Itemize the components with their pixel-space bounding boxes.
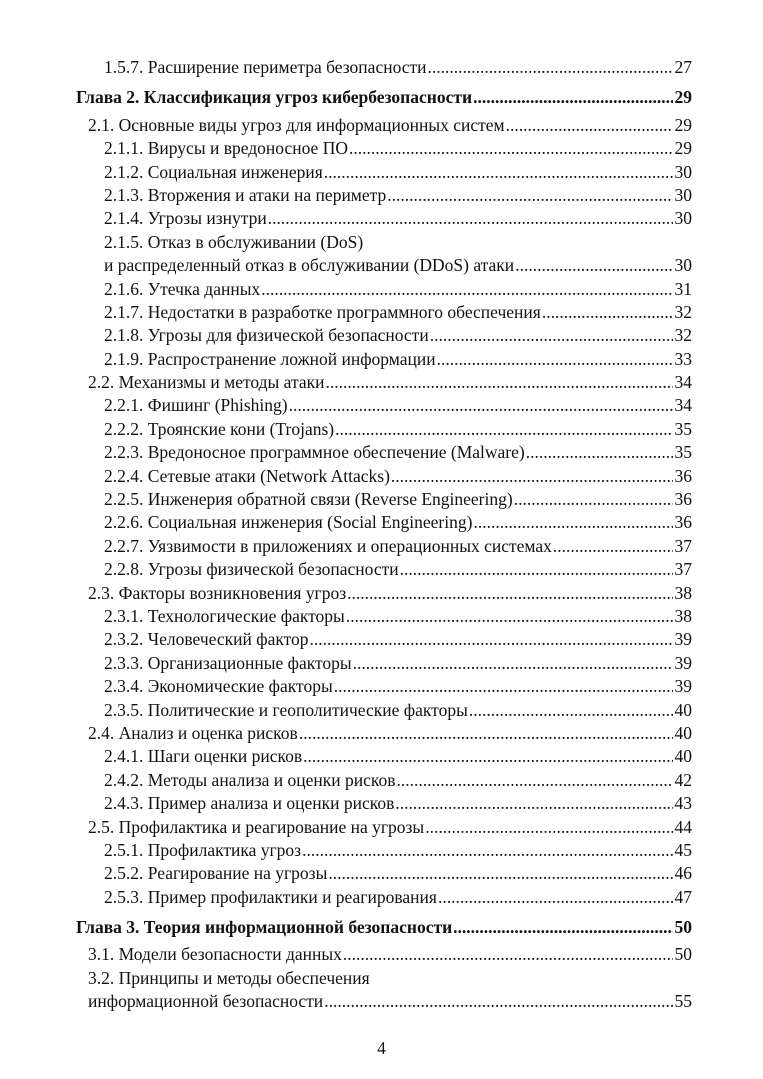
toc-entry[interactable] [76, 161, 692, 184]
dot-leader [391, 465, 673, 488]
toc-page-number: 38 [674, 605, 692, 626]
toc-entry[interactable] [76, 722, 692, 745]
toc-page-number: 39 [674, 629, 692, 650]
dot-leader [343, 943, 673, 966]
toc-entry-title: 2.2.3. Вредоносное программное обеспечение (Malware) [104, 442, 525, 463]
toc-page-number: 36 [674, 512, 692, 533]
toc-page-number: 32 [674, 325, 692, 346]
toc-page-number: 30 [674, 161, 692, 182]
toc-chapter[interactable] [76, 916, 692, 939]
toc-entry-title: 3.2. Принципы и методы обеспечения [88, 967, 370, 988]
dot-leader [526, 441, 673, 464]
table-of-contents [76, 56, 692, 1014]
toc-entry-title: 2.5.2. Реагирование на угрозы [104, 863, 328, 884]
dot-leader [515, 254, 672, 277]
toc-entry[interactable] [76, 605, 692, 628]
toc-entry-title: 2.4. Анализ и оценка рисков [88, 722, 298, 743]
toc-entry-title: и распределенный отказ в обслуживании (DDoS) атаки [104, 255, 515, 276]
toc-entry[interactable] [76, 558, 692, 581]
toc-entry[interactable] [76, 394, 692, 417]
dot-leader [506, 114, 673, 137]
toc-entry[interactable] [76, 699, 692, 722]
dot-leader [268, 207, 673, 230]
dot-leader [387, 184, 672, 207]
toc-entry[interactable] [76, 465, 692, 488]
toc-entry-title: 2.5. Профилактика и реагирование на угрозы [88, 816, 425, 837]
toc-entry[interactable] [76, 56, 692, 79]
dot-leader [261, 278, 672, 301]
toc-entry-title: 2.3.1. Технологические факторы [104, 605, 345, 626]
toc-page-number: 27 [674, 57, 692, 77]
toc-entry-title: 2.3.5. Политические и геополитические факторы [104, 699, 468, 720]
dot-leader [425, 816, 672, 839]
toc-entry[interactable] [76, 254, 692, 277]
toc-entry-title: Глава 2. Классификация угроз кибербезопасности [76, 87, 473, 108]
toc-page-number: 30 [674, 184, 692, 205]
toc-entry-title: 2.1.6. Утечка данных [104, 278, 261, 299]
toc-page-number: 42 [674, 769, 692, 790]
toc-page-number: 30 [674, 208, 692, 229]
toc-entry[interactable] [76, 628, 692, 651]
dot-leader [428, 56, 673, 79]
toc-chapter[interactable] [76, 86, 692, 109]
toc-page-number: 30 [674, 255, 692, 276]
toc-entry[interactable] [76, 792, 692, 815]
toc-entry-multiline[interactable] [76, 231, 692, 278]
dot-leader [289, 394, 673, 417]
toc-page-number: 55 [674, 991, 692, 1012]
toc-entry-title: информационной безопасности [88, 991, 324, 1012]
toc-entry[interactable] [76, 114, 692, 137]
toc-entry[interactable] [76, 137, 692, 160]
toc-entry-title: 2.4.1. Шаги оценки рисков [104, 746, 303, 767]
toc-entry-title: 2.3.3. Организационные факторы [104, 652, 352, 673]
dot-leader [473, 511, 672, 534]
toc-page-number: 39 [674, 676, 692, 697]
toc-entry-title: 2.4.3. Пример анализа и оценки рисков [104, 793, 395, 814]
toc-entry[interactable] [76, 943, 692, 966]
dot-leader [302, 839, 672, 862]
toc-entry-title: 2.3.2. Человеческий фактор [104, 629, 309, 650]
toc-page-number: 35 [674, 418, 692, 439]
toc-entry-title: 2.2.7. Уязвимости в приложениях и операционных системах [104, 535, 552, 556]
toc-entry-title: 2.1. Основные виды угроз для информационных систем [88, 114, 505, 135]
toc-entry-title: 2.1.3. Вторжения и атаки на периметр [104, 184, 387, 205]
toc-page-number: 35 [674, 442, 692, 463]
toc-entry-title: 2.1.1. Вирусы и вредоносное ПО [104, 138, 348, 159]
dot-leader [334, 675, 673, 698]
toc-entry[interactable] [76, 488, 692, 511]
toc-entry[interactable] [76, 348, 692, 371]
toc-page-number: 29 [674, 114, 692, 135]
toc-entry-title: 2.1.4. Угрозы изнутри [104, 208, 267, 229]
toc-entry[interactable] [76, 511, 692, 534]
toc-page-number: 34 [674, 395, 692, 416]
toc-entry-title: 2.2.8. Угрозы физической безопасности [104, 559, 399, 580]
dot-leader [346, 605, 673, 628]
toc-entry[interactable] [76, 886, 692, 909]
toc-page-number: 36 [674, 465, 692, 486]
toc-entry-title: 2.3.4. Экономические факторы [104, 676, 333, 697]
dot-leader [469, 699, 673, 722]
dot-leader [324, 990, 672, 1013]
toc-entry-title: 2.5.1. Профилактика угроз [104, 839, 302, 860]
toc-entry[interactable] [76, 184, 692, 207]
dot-leader [437, 348, 673, 371]
dot-leader [349, 137, 673, 160]
dot-leader [400, 558, 673, 581]
toc-page-number: 40 [674, 722, 692, 743]
toc-page-number: 38 [674, 582, 692, 603]
toc-page-number: 43 [674, 793, 692, 814]
dot-leader [335, 418, 672, 441]
toc-page-number: 32 [674, 301, 692, 322]
dot-leader [542, 301, 673, 324]
toc-entry-title: 2.1.5. Отказ в обслуживании (DoS) [104, 231, 364, 252]
toc-entry[interactable] [76, 441, 692, 464]
toc-page-number: 39 [674, 652, 692, 673]
toc-entry-title: 3.1. Модели безопасности данных [88, 944, 342, 965]
dot-leader [310, 628, 673, 651]
toc-entry-title: 2.2.4. Сетевые атаки (Network Attacks) [104, 465, 390, 486]
toc-page-number: 37 [674, 535, 692, 556]
toc-entry[interactable] [76, 652, 692, 675]
toc-page-number: 29 [674, 87, 692, 108]
dot-leader [324, 161, 673, 184]
toc-page-number: 47 [674, 886, 692, 907]
dot-leader [303, 745, 672, 768]
toc-entry-title: 2.1.7. Недостатки в разработке программного обеспечения [104, 301, 541, 322]
toc-page-number: 37 [674, 559, 692, 580]
toc-entry-title: 2.2. Механизмы и методы атаки [88, 372, 325, 393]
toc-entry[interactable] [76, 745, 692, 768]
toc-entry-title: 2.1.8. Угрозы для физической безопасности [104, 325, 429, 346]
toc-page-number: 40 [674, 746, 692, 767]
dot-leader [395, 792, 672, 815]
toc-entry[interactable] [76, 816, 692, 839]
toc-entry-title: 2.3. Факторы возникновения угроз [88, 582, 347, 603]
toc-page-number: 29 [674, 138, 692, 159]
toc-entry[interactable] [76, 839, 692, 862]
toc-entry-title: 2.4.2. Методы анализа и оценки рисков [104, 769, 396, 790]
toc-entry-multiline[interactable] [76, 967, 692, 1014]
toc-entry-title: 2.2.5. Инженерия обратной связи (Reverse Engineering) [104, 489, 513, 510]
dot-leader [328, 862, 672, 885]
dot-leader [397, 769, 673, 792]
dot-leader [473, 86, 672, 109]
toc-entry-title: 1.5.7. Расширение периметра безопасности [104, 57, 427, 77]
toc-entry[interactable] [76, 862, 692, 885]
toc-entry[interactable] [76, 371, 692, 394]
dot-leader [325, 371, 672, 394]
dot-leader [430, 324, 673, 347]
toc-entry-title: 2.1.9. Распространение ложной информации [104, 348, 436, 369]
toc-page-number: 44 [674, 816, 692, 837]
toc-entry[interactable] [76, 535, 692, 558]
toc-page-number: 46 [674, 863, 692, 884]
dot-leader [438, 886, 673, 909]
toc-page-number: 50 [674, 944, 692, 965]
toc-page-number: 33 [674, 348, 692, 369]
page-number: 4 [377, 1038, 386, 1058]
dot-leader [553, 535, 673, 558]
toc-page-number: 36 [674, 489, 692, 510]
dot-leader [347, 582, 672, 605]
toc-entry[interactable] [76, 207, 692, 230]
toc-entry[interactable] [76, 582, 692, 605]
toc-entry-title: 2.2.6. Социальная инженерия (Social Engineering) [104, 512, 473, 533]
dot-leader [299, 722, 673, 745]
toc-entry[interactable] [76, 301, 692, 324]
toc-page-number: 50 [674, 917, 692, 938]
toc-page-number: 34 [674, 372, 692, 393]
toc-page-number: 45 [674, 839, 692, 860]
dot-leader [353, 652, 673, 675]
toc-entry-title: 2.5.3. Пример профилактики и реагирования [104, 886, 437, 907]
toc-page-number: 40 [674, 699, 692, 720]
toc-entry-title: 2.2.1. Фишинг (Phishing) [104, 395, 288, 416]
toc-entry-title: 2.1.2. Социальная инженерия [104, 161, 323, 182]
dot-leader [453, 916, 672, 939]
dot-leader [514, 488, 673, 511]
toc-entry-title: Глава 3. Теория информационной безопасности [76, 917, 453, 938]
toc-entry-title: 2.2.2. Троянские кони (Trojans) [104, 418, 335, 439]
toc-entry[interactable] [76, 278, 692, 301]
toc-entry[interactable] [76, 675, 692, 698]
toc-page-number: 31 [674, 278, 692, 299]
toc-entry[interactable] [76, 990, 692, 1013]
toc-entry[interactable] [76, 769, 692, 792]
toc-entry[interactable] [76, 418, 692, 441]
toc-entry[interactable] [76, 324, 692, 347]
